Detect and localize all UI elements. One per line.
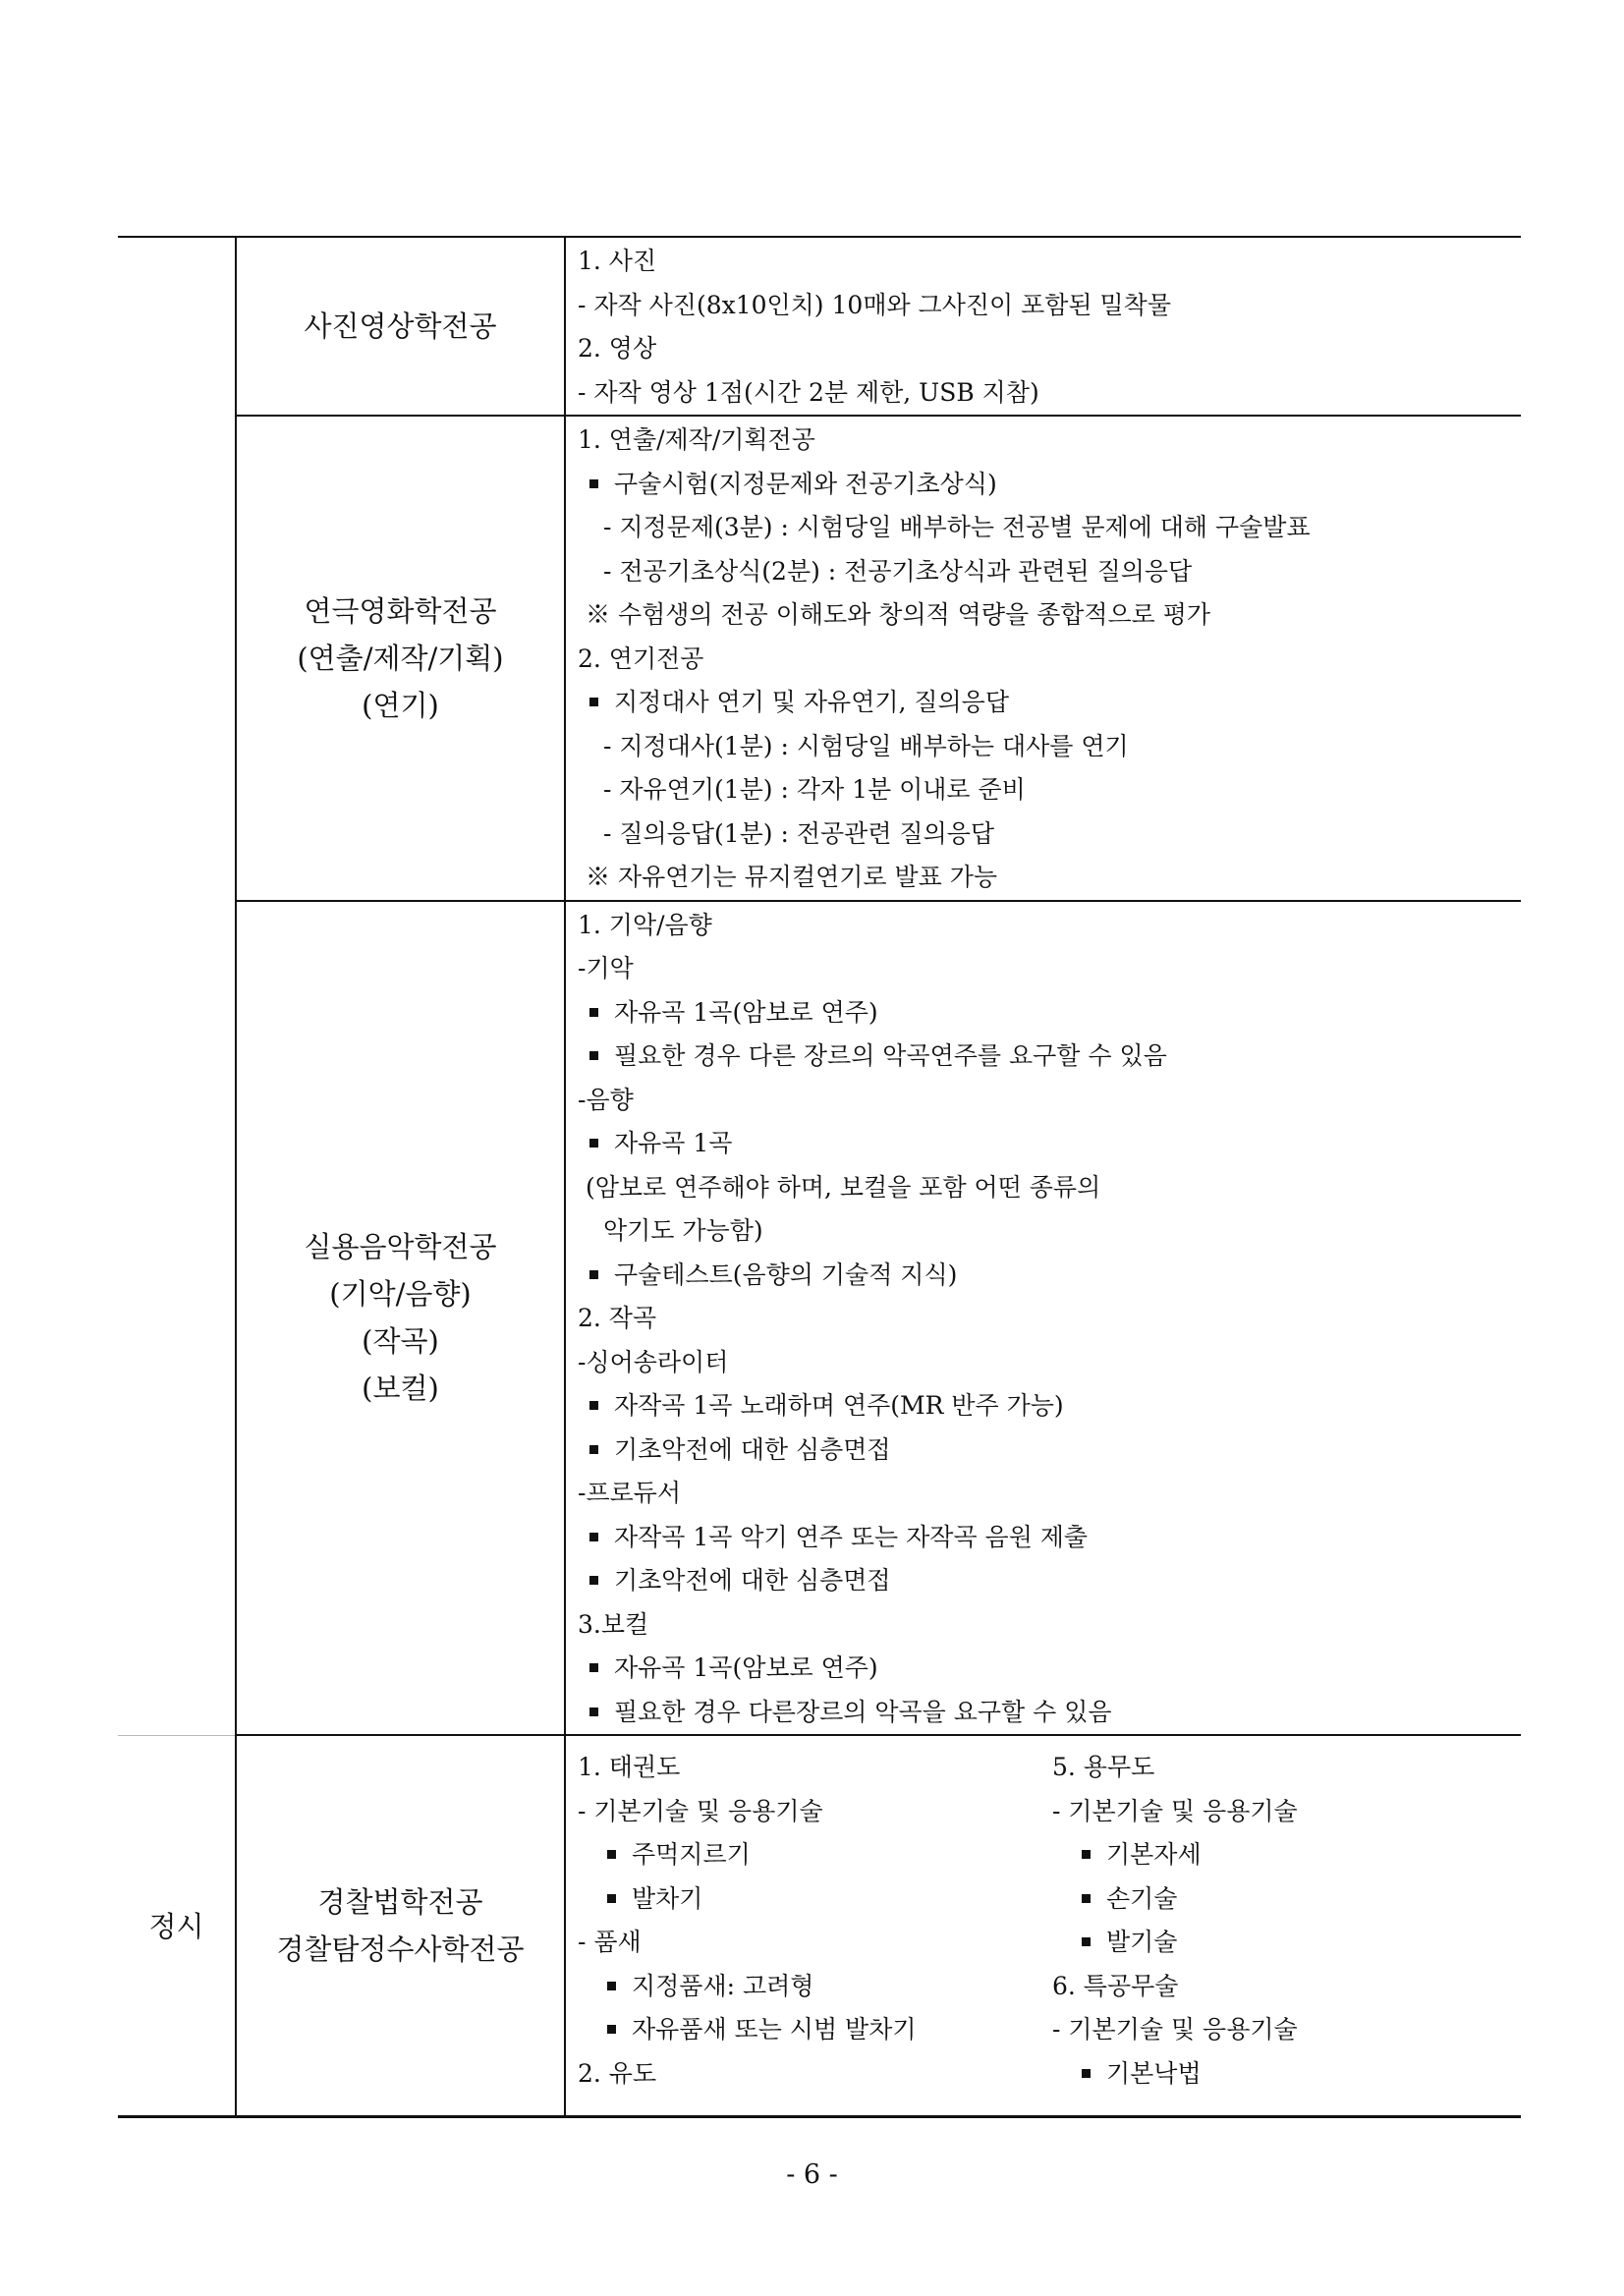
square-bullet-icon: [589, 1708, 598, 1716]
detail-line: [578, 1921, 1052, 1965]
detail-line: [578, 1166, 1521, 1210]
detail-text: 손기술: [1106, 1883, 1178, 1913]
major-line: 실용음악학전공: [304, 1230, 497, 1264]
detail-text: 1. 연출/제작/기획전공: [578, 425, 815, 454]
detail-text: 1. 사진: [578, 247, 657, 275]
detail-text: 2. 연기전공: [578, 644, 704, 673]
detail-line: [578, 1209, 1521, 1254]
page-number: - 6 -: [786, 2159, 838, 2190]
detail-text: - 질의응답(1분) : 전공관련 질의응답: [603, 818, 995, 848]
detail-text: - 자작 사진(8x10인치) 10매와 그사진이 포함된 밀착물: [578, 290, 1171, 319]
square-bullet-icon: [1082, 2069, 1091, 2078]
major-name: [236, 416, 565, 901]
detail-text: 발차기: [632, 1883, 703, 1913]
detail-line: [578, 550, 1521, 594]
detail-line: [578, 1647, 1521, 1691]
detail-text: 자작곡 1곡 악기 연주 또는 자작곡 음원 제출: [614, 1522, 1089, 1551]
detail-text: - 지정대사(1분) : 시험당일 배부하는 대사를 연기: [603, 731, 1129, 760]
detail-text: -프로듀서: [578, 1479, 682, 1507]
detail-text: 3.보컬: [578, 1609, 649, 1639]
detail-text: 기본자세: [1106, 1840, 1202, 1869]
major-line: 사진영상학전공: [304, 309, 497, 343]
detail-line: [578, 2008, 1052, 2052]
detail-line: [578, 1877, 1052, 1922]
detail-text: -음향: [578, 1085, 634, 1114]
square-bullet-icon: [589, 1139, 598, 1148]
detail-text: 2. 유도: [578, 2058, 657, 2088]
detail-text: ※ 수험생의 전공 이해도와 창의적 역량을 종합적으로 평가: [586, 600, 1211, 629]
category-cell: [118, 901, 236, 1736]
major-line: (기악/음향): [329, 1277, 472, 1312]
detail-cell: [565, 416, 1521, 901]
detail-line: [578, 725, 1521, 769]
square-bullet-icon: [589, 1401, 598, 1410]
square-bullet-icon: [607, 1850, 616, 1859]
detail-line: [578, 240, 1521, 284]
detail-text: 지정품새: 고려형: [632, 1971, 814, 2000]
square-bullet-icon: [607, 2025, 616, 2034]
detail-text: 구술테스트(음향의 기술적 지식): [614, 1260, 958, 1289]
category-cell: 정시: [118, 1735, 236, 2117]
square-bullet-icon: [1082, 1937, 1091, 1946]
square-bullet-icon: [607, 1982, 616, 1990]
detail-line: [1052, 1746, 1521, 1790]
detail-text: 기초악전에 대한 심층면접: [614, 1434, 891, 1464]
detail-line: [1052, 1790, 1521, 1834]
detail-line: [578, 1790, 1052, 1834]
detail-text: - 지정문제(3분) : 시험당일 배부하는 전공별 문제에 대해 구술발표: [603, 513, 1311, 541]
major-line: 경찰법학전공: [317, 1885, 483, 1919]
detail-text: 필요한 경우 다른장르의 악곡을 요구할 수 있음: [614, 1697, 1112, 1726]
detail-text: 1. 태권도: [578, 1753, 681, 1781]
detail-text: - 기본기술 및 응용기술: [1052, 1796, 1298, 1825]
detail-text: 기초악전에 대한 심층면접: [614, 1566, 891, 1595]
major-line: 경찰탐정수사학전공: [276, 1932, 525, 1966]
detail-line: [578, 1035, 1521, 1079]
major-line: (작곡): [362, 1324, 439, 1359]
detail-line: [578, 1122, 1521, 1166]
detail-text: ※ 자유연기는 뮤지컬연기로 발표 가능: [586, 863, 998, 891]
major-line: (연출/제작/기획): [297, 641, 504, 675]
detail-line: [578, 991, 1521, 1036]
detail-line: [578, 1341, 1521, 1385]
detail-column-left: [578, 1746, 1052, 2096]
square-bullet-icon: [589, 1533, 598, 1541]
detail-line: [578, 1691, 1521, 1735]
detail-text: (암보로 연주해야 하며, 보컬을 포함 어떤 종류의: [586, 1172, 1101, 1202]
detail-line: [1052, 1833, 1521, 1877]
detail-text: 발기술: [1106, 1928, 1178, 1956]
detail-text: 2. 영상: [578, 334, 657, 363]
detail-text: - 자유연기(1분) : 각자 1분 이내로 준비: [603, 775, 1026, 804]
detail-text: 구술시험(지정문제와 전공기초상식): [614, 469, 997, 498]
detail-text: - 전공기초상식(2분) : 전공기초상식과 관련된 질의응답: [603, 556, 1193, 586]
square-bullet-icon: [589, 1270, 598, 1279]
detail-line: [578, 506, 1521, 550]
detail-line: [578, 856, 1521, 900]
detail-cell: [565, 901, 1521, 1736]
detail-line: [578, 1746, 1052, 1790]
detail-line: [578, 1603, 1521, 1648]
detail-line: [1052, 2052, 1521, 2097]
square-bullet-icon: [589, 1663, 598, 1672]
category-cell: [118, 237, 236, 416]
table-row: [118, 901, 1521, 1736]
square-bullet-icon: [589, 1445, 598, 1454]
detail-line: [578, 947, 1521, 991]
category-cell: [118, 416, 236, 901]
detail-column-right: [1052, 1746, 1521, 2096]
detail-text: 지정대사 연기 및 자유연기, 질의응답: [614, 688, 1009, 716]
square-bullet-icon: [589, 1008, 598, 1017]
detail-line: [1052, 2008, 1521, 2052]
detail-line: [578, 768, 1521, 812]
detail-line: [578, 1516, 1521, 1560]
detail-text: - 자작 영상 1점(시간 2분 제한, USB 지참): [578, 377, 1039, 407]
detail-line: [578, 1559, 1521, 1603]
major-name: [236, 901, 565, 1736]
square-bullet-icon: [607, 1894, 616, 1903]
detail-line: [578, 1833, 1052, 1877]
detail-text: 2. 작곡: [578, 1304, 657, 1332]
detail-line: [578, 327, 1521, 371]
detail-line: [578, 681, 1521, 725]
detail-text: 필요한 경우 다른 장르의 악곡연주를 요구할 수 있음: [614, 1041, 1167, 1070]
detail-text: 자유곡 1곡(암보로 연주): [614, 997, 878, 1027]
detail-text: -싱어송라이터: [578, 1347, 729, 1376]
detail-line: [578, 371, 1521, 416]
table-row: [118, 1735, 1521, 2117]
detail-text: - 기본기술 및 응용기술: [1052, 2015, 1298, 2044]
square-bullet-icon: [589, 1051, 598, 1060]
detail-line: [578, 904, 1521, 948]
detail-text: 자유품새 또는 시범 발차기: [632, 2015, 917, 2044]
detail-text: -기악: [578, 954, 634, 982]
detail-line: [578, 1079, 1521, 1123]
detail-line: [578, 1384, 1521, 1428]
detail-text: - 기본기술 및 응용기술: [578, 1796, 823, 1825]
detail-text: 자유곡 1곡: [614, 1129, 733, 1157]
detail-line: [578, 1965, 1052, 2009]
detail-line: [578, 1428, 1521, 1473]
detail-line: [1052, 1965, 1521, 2009]
detail-line: [578, 463, 1521, 507]
detail-text: 악기도 가능함): [603, 1216, 763, 1245]
square-bullet-icon: [589, 1576, 598, 1585]
square-bullet-icon: [1082, 1894, 1091, 1903]
detail-line: [578, 284, 1521, 328]
major-line: (보컬): [362, 1372, 439, 1406]
detail-text: 5. 용무도: [1052, 1753, 1155, 1781]
detail-line: [1052, 1921, 1521, 1965]
detail-cell: [565, 237, 1521, 416]
major-line: 연극영화학전공: [304, 593, 497, 628]
detail-text: 주먹지르기: [632, 1840, 751, 1869]
square-bullet-icon: [589, 479, 598, 488]
table-row: [118, 416, 1521, 901]
detail-text: 기본낙법: [1106, 2058, 1202, 2088]
detail-line: [1052, 1877, 1521, 1922]
detail-line: [578, 419, 1521, 463]
square-bullet-icon: [1082, 1850, 1091, 1859]
detail-cell: [565, 1735, 1521, 2117]
detail-line: [578, 638, 1521, 682]
detail-text: - 품새: [578, 1928, 642, 1956]
detail-line: [578, 1254, 1521, 1298]
table-row: [118, 237, 1521, 416]
detail-text: 자작곡 1곡 노래하며 연주(MR 반주 가능): [614, 1391, 1064, 1420]
square-bullet-icon: [589, 698, 598, 706]
detail-line: [578, 1472, 1521, 1516]
detail-text: 6. 특공무술: [1052, 1971, 1179, 2000]
major-name: [236, 237, 565, 416]
detail-text: 자유곡 1곡(암보로 연주): [614, 1653, 878, 1682]
detail-line: [578, 812, 1521, 857]
detail-line: [578, 2052, 1052, 2097]
admission-table: [118, 236, 1521, 2118]
detail-line: [578, 1297, 1521, 1341]
detail-line: [578, 593, 1521, 638]
detail-text: 1. 기악/음향: [578, 910, 712, 939]
major-name: [236, 1735, 565, 2117]
major-line: (연기): [362, 688, 439, 722]
